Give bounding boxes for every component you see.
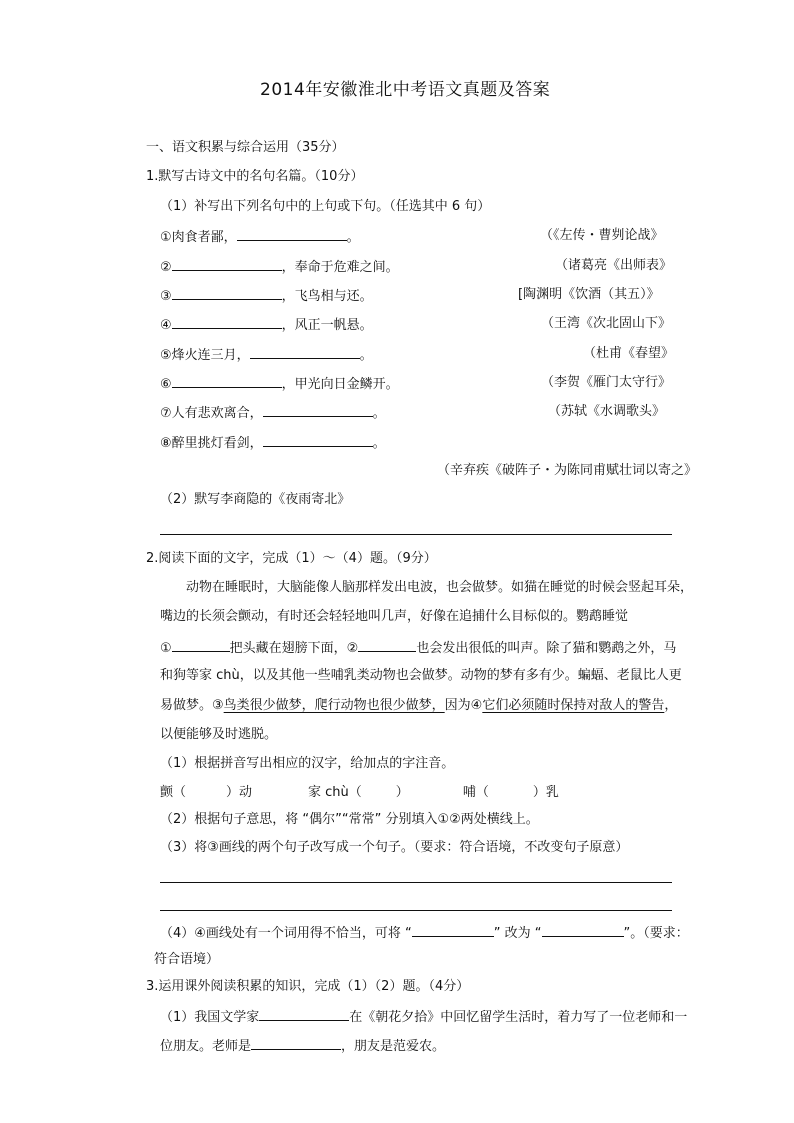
answer-blank[interactable] — [172, 373, 282, 388]
q1-item-text: ，风正一帆悬。 — [281, 318, 373, 333]
q2-pinyin-row — [160, 783, 559, 803]
q1-item-text: ，飞鸟相与还。 — [281, 289, 373, 304]
pinyin-item: 哺（ — [462, 785, 489, 800]
q1-item-text: ，奉命于危难之间。 — [281, 260, 399, 275]
q2-sub4-text: （4）④画线处有一个词用得不恰当，可将 “ — [160, 926, 412, 941]
q1-item-7 — [160, 402, 386, 424]
underlined-sentence-3: 鸟类很少做梦，爬行动物也很少做梦， — [223, 698, 445, 713]
q1-item-text: 。 — [359, 348, 373, 363]
q1-item-text: ② — [160, 260, 172, 275]
q1-item-1-source: （《左传・曹刿论战》 — [540, 228, 664, 243]
q1-item-text: 。 — [372, 436, 386, 451]
q2-passage-text: 易做梦。③ — [160, 698, 224, 713]
q1-item-6-source: （李贺《雁门太守行》 — [541, 375, 672, 390]
q2-stem: 2.阅读下面的文字，完成（1）～（4）题。（9分） — [146, 551, 437, 566]
q1-item-text: ，甲光向日金鳞开。 — [281, 377, 399, 392]
q1-item-2 — [160, 256, 399, 278]
answer-line[interactable] — [160, 534, 672, 535]
q1-item-text: ⑧醉里挑灯看剑， — [160, 436, 263, 451]
q1-item-text: 。 — [346, 230, 360, 245]
q1-item-8 — [160, 432, 386, 454]
q1-item-text: ⑥ — [160, 377, 172, 392]
q1-item-3 — [160, 285, 373, 307]
q1-part2: （2）默写李商隐的《夜雨寄北》 — [160, 492, 351, 507]
answer-blank[interactable] — [263, 432, 373, 447]
q2-passage-line: 动物在睡眠时，大脑能像人脑那样发出电波，也会做梦。如猫在睡觉的时候会竖起耳朵， — [186, 580, 694, 595]
q1-item-5-source: （杜甫《春望》 — [583, 346, 675, 361]
answer-blank[interactable] — [172, 285, 282, 300]
q1-item-1 — [160, 226, 360, 248]
pinyin-item: 家 chù（ — [308, 785, 362, 800]
answer-blank-2[interactable] — [358, 637, 416, 652]
q2-sub3: （3）将③画线的两个句子改写成一个句子。（要求：符合语境，不改变句子原意） — [160, 840, 629, 855]
q3-text: ，朋友是范爱农。 — [341, 1039, 446, 1054]
answer-blank-1[interactable] — [172, 637, 230, 652]
q3-text: 在《朝花夕拾》中回忆留学生活时，着力写了一位老师和一 — [349, 1010, 688, 1025]
q2-sub2: （2）根据句子意思，将 “偶尔”“常常” 分别填入①②两处横线上。 — [160, 812, 539, 827]
q2-passage-line: 嘴边的长须会颤动，有时还会轻轻地叫几声，好像在追捕什么目标似的。鹦鹉睡觉 — [160, 609, 629, 624]
q2-passage-line — [160, 696, 677, 716]
q1-item-text: ①肉食者鄙， — [160, 230, 237, 245]
q1-item-text: ④ — [160, 318, 172, 333]
answer-blank[interactable] — [237, 226, 347, 241]
q2-sub4-text: ”。（要求： — [623, 926, 689, 941]
answer-line[interactable] — [160, 882, 672, 883]
answer-blank[interactable] — [263, 402, 373, 417]
q1-item-text: ⑤烽火连三月， — [160, 348, 250, 363]
q3-text: 位朋友。老师是 — [160, 1039, 252, 1054]
q2-passage-text: 也会发出很低的叫声。除了猫和鹦鹉之外，马 — [416, 641, 677, 656]
q2-sub4-text: ” 改为 “ — [493, 926, 542, 941]
q2-passage-line — [160, 637, 676, 659]
q2-sub4-cont: 符合语境） — [154, 952, 220, 967]
q1-item-4 — [160, 314, 373, 336]
q1-item-text: ⑦人有悲欢离合， — [160, 406, 263, 421]
q2-passage-line: 以便能够及时逃脱。 — [160, 727, 278, 742]
answer-line[interactable] — [160, 910, 672, 911]
q3-text: （1）我国文学家 — [160, 1010, 260, 1025]
q2-passage-text: ， — [664, 698, 678, 713]
q1-item-8-source: （辛弃疾《破阵子・为陈同甫赋壮词以寄之》 — [437, 463, 698, 478]
q2-passage-text: 因为④ — [444, 698, 483, 713]
q1-item-5 — [160, 344, 373, 366]
answer-blank[interactable] — [172, 314, 282, 329]
q2-sub1: （1）根据拼音写出相应的汉字，给加点的字注音。 — [160, 756, 455, 771]
answer-blank[interactable] — [251, 1035, 341, 1050]
answer-blank[interactable] — [259, 1006, 349, 1021]
q1-item-2-source: （诸葛亮《出师表》 — [555, 258, 673, 273]
answer-blank[interactable] — [542, 922, 624, 937]
pinyin-item: ）动 — [226, 785, 253, 800]
answer-blank[interactable] — [412, 922, 494, 937]
q1-item-text: ③ — [160, 289, 172, 304]
section-heading: 一、语文积累与综合运用（35分） — [146, 140, 345, 155]
q2-passage-line: 和狗等家 chù，以及其他一些哺乳类动物也会做梦。动物的梦有多有少。蝙蝠、老鼠比人更 — [160, 668, 682, 683]
q3-stem: 3.运用课外阅读积累的知识，完成（1）（2）题。（4分） — [146, 979, 470, 994]
q2-passage-text: ① — [160, 641, 172, 656]
answer-blank[interactable] — [172, 256, 282, 271]
pinyin-item: 颤（ — [160, 785, 187, 800]
q2-passage-text: 把头藏在翅膀下面，② — [229, 641, 359, 656]
answer-blank[interactable] — [250, 344, 360, 359]
pinyin-item: ）乳 — [532, 785, 559, 800]
underlined-phrase-4: 它们必须随时保持对敌人的警告 — [482, 698, 665, 713]
q1-item-6 — [160, 373, 399, 395]
page-title: 2014年安徽淮北中考语文真题及答案 — [260, 80, 551, 100]
q2-sub4 — [160, 922, 689, 944]
q3-sub1-line2 — [160, 1035, 445, 1057]
q1-part1: （1）补写出下列名句中的上句或下句。（任选其中 6 句） — [160, 199, 491, 214]
q1-item-7-source: （苏轼《水调歌头》 — [548, 404, 666, 419]
q1-stem: 1.默写古诗文中的名句名篇。（10分） — [146, 169, 364, 184]
q1-item-4-source: （王湾《次北固山下》 — [541, 316, 672, 331]
q1-item-3-source: [陶渊明《饮酒（其五）》 — [518, 287, 660, 302]
pinyin-item: ） — [395, 785, 409, 800]
q1-item-text: 。 — [372, 406, 386, 421]
q3-sub1-line1 — [160, 1006, 687, 1028]
